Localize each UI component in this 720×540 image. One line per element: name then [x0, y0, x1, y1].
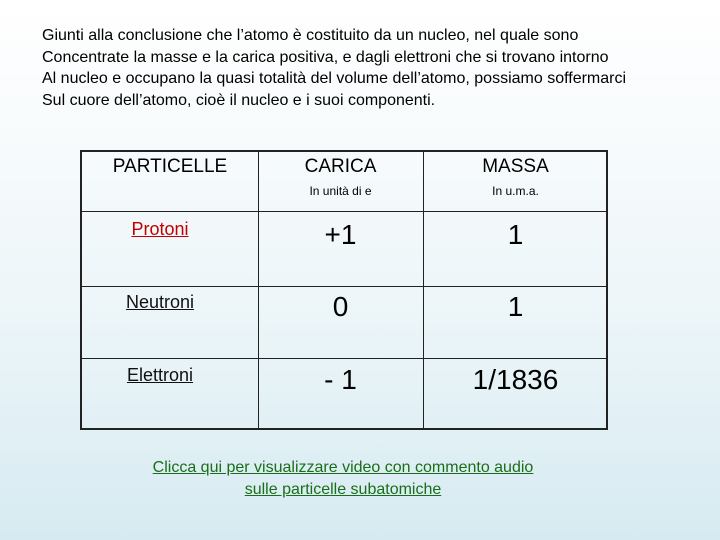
video-link-line[interactable]: sulle particelle subatomiche — [244, 481, 442, 498]
intro-line: Al nucleo e occupano la quasi totalità del volume dell’atomo, possiamo soffermarci — [42, 70, 627, 87]
header-mass: MASSA — [482, 156, 549, 177]
video-link-line[interactable]: Clicca qui per visualizzare video con commento audio — [152, 459, 534, 476]
intro-paragraph — [42, 25, 702, 111]
mass-neutroni: 1 — [507, 291, 524, 322]
mass-elettroni: 1/1836 — [472, 364, 559, 395]
header-charge-unit: In unità di e — [309, 184, 372, 198]
row-label-elettroni[interactable]: Elettroni — [126, 365, 194, 385]
table-divider — [82, 358, 606, 359]
intro-line: Sul cuore dell’atomo, cioè il nucleo e i suoi componenti. — [42, 91, 436, 109]
header-charge: CARICA — [304, 156, 377, 177]
mass-protoni: 1 — [507, 219, 524, 250]
table-divider — [82, 211, 606, 212]
charge-neutroni: 0 — [332, 291, 349, 322]
charge-protoni: +1 — [324, 219, 357, 250]
row-label-protoni[interactable]: Protoni — [131, 219, 189, 239]
intro-line: Concentrate la masse e la carica positiva, e dagli elettroni che si trovano intorno — [42, 48, 609, 66]
row-label-neutroni[interactable]: Neutroni — [125, 292, 195, 312]
header-mass-unit: In u.m.a. — [492, 184, 539, 198]
charge-elettroni: - 1 — [324, 364, 357, 395]
intro-line: Giunti alla conclusione che l’atomo è costituito da un nucleo, nel quale sono — [42, 27, 579, 44]
video-link[interactable] — [100, 457, 586, 501]
table-divider — [82, 286, 606, 287]
particles-table — [80, 150, 608, 430]
header-particles: PARTICELLE — [112, 156, 228, 177]
